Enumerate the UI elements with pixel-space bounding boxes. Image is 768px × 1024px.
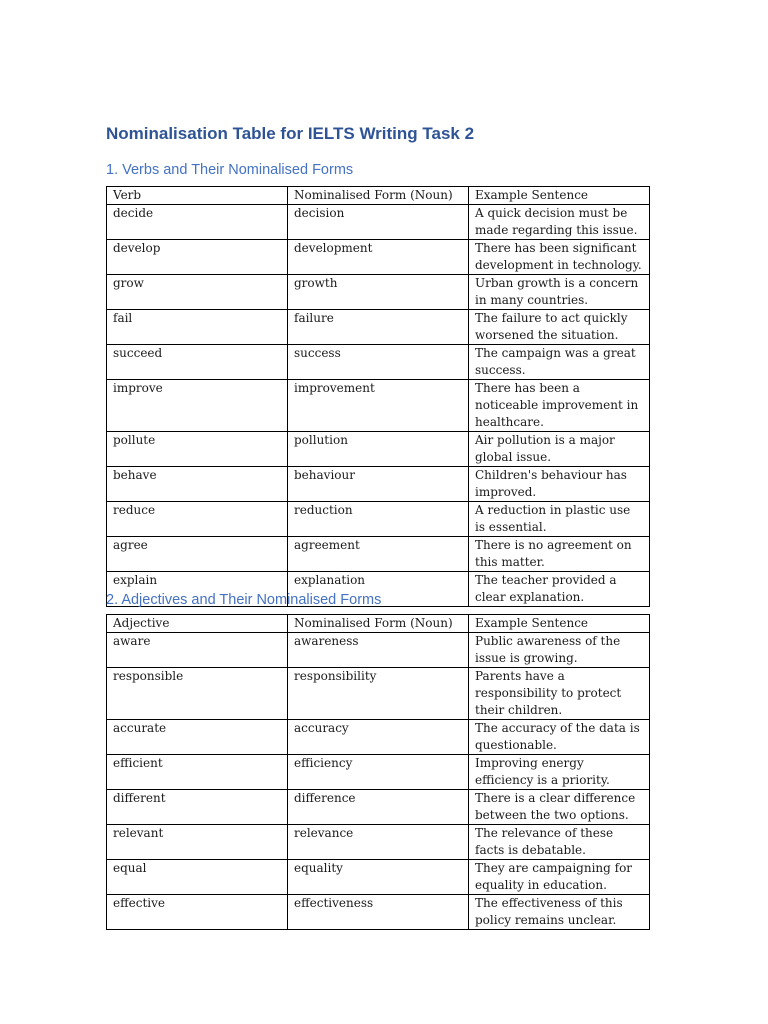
- cell-nominalised-form: explanation: [288, 572, 469, 607]
- cell-word: efficient: [107, 755, 288, 790]
- table-row: [107, 668, 650, 720]
- section-heading-adjectives: 2. Adjectives and Their Nominalised Forms: [106, 592, 382, 608]
- cell-word: develop: [107, 240, 288, 275]
- section-heading-verbs: 1. Verbs and Their Nominalised Forms: [106, 162, 354, 178]
- cell-example-sentence: They are campaigning for equality in education.: [469, 860, 650, 895]
- cell-word: equal: [107, 860, 288, 895]
- table-row: [107, 240, 650, 275]
- cell-word: accurate: [107, 720, 288, 755]
- table-row: [107, 790, 650, 825]
- table-header-row: [107, 615, 650, 633]
- cell-nominalised-form: behaviour: [288, 467, 469, 502]
- verbs-table-body: [107, 205, 650, 607]
- cell-example-sentence: There has been significant development in technology.: [469, 240, 650, 275]
- table-row: [107, 720, 650, 755]
- cell-word: pollute: [107, 432, 288, 467]
- cell-example-sentence: The campaign was a great success.: [469, 345, 650, 380]
- cell-nominalised-form: improvement: [288, 380, 469, 432]
- cell-nominalised-form: growth: [288, 275, 469, 310]
- cell-nominalised-form: decision: [288, 205, 469, 240]
- column-header-verb: Verb: [107, 187, 288, 205]
- cell-nominalised-form: relevance: [288, 825, 469, 860]
- table-row: [107, 310, 650, 345]
- cell-word: responsible: [107, 668, 288, 720]
- cell-word: agree: [107, 537, 288, 572]
- table-row: [107, 755, 650, 790]
- cell-example-sentence: There is a clear difference between the two options.: [469, 790, 650, 825]
- cell-word: different: [107, 790, 288, 825]
- cell-example-sentence: There has been a noticeable improvement in healthcare.: [469, 380, 650, 432]
- cell-example-sentence: There is no agreement on this matter.: [469, 537, 650, 572]
- cell-example-sentence: The teacher provided a clear explanation.: [469, 572, 650, 607]
- cell-nominalised-form: failure: [288, 310, 469, 345]
- table-row: [107, 205, 650, 240]
- document-title: Nominalisation Table for IELTS Writing Task 2: [106, 124, 475, 143]
- cell-word: reduce: [107, 502, 288, 537]
- column-header-example: Example Sentence: [469, 187, 650, 205]
- cell-nominalised-form: agreement: [288, 537, 469, 572]
- cell-word: decide: [107, 205, 288, 240]
- cell-word: effective: [107, 895, 288, 930]
- cell-word: explain: [107, 572, 288, 607]
- table-row: [107, 895, 650, 930]
- table-row: [107, 860, 650, 895]
- cell-nominalised-form: pollution: [288, 432, 469, 467]
- column-header-noun: Nominalised Form (Noun): [288, 187, 469, 205]
- cell-example-sentence: Improving energy efficiency is a priority.: [469, 755, 650, 790]
- table-row: [107, 380, 650, 432]
- cell-example-sentence: The accuracy of the data is questionable.: [469, 720, 650, 755]
- cell-nominalised-form: efficiency: [288, 755, 469, 790]
- cell-nominalised-form: equality: [288, 860, 469, 895]
- cell-nominalised-form: accuracy: [288, 720, 469, 755]
- verbs-table: [106, 186, 650, 607]
- table-row: [107, 275, 650, 310]
- cell-nominalised-form: reduction: [288, 502, 469, 537]
- cell-word: behave: [107, 467, 288, 502]
- table-row: [107, 502, 650, 537]
- cell-nominalised-form: effectiveness: [288, 895, 469, 930]
- table-row: [107, 467, 650, 502]
- cell-example-sentence: Air pollution is a major global issue.: [469, 432, 650, 467]
- cell-nominalised-form: success: [288, 345, 469, 380]
- column-header-adjective: Adjective: [107, 615, 288, 633]
- cell-nominalised-form: awareness: [288, 633, 469, 668]
- cell-nominalised-form: responsibility: [288, 668, 469, 720]
- cell-word: grow: [107, 275, 288, 310]
- column-header-example: Example Sentence: [469, 615, 650, 633]
- cell-example-sentence: Public awareness of the issue is growing.: [469, 633, 650, 668]
- cell-example-sentence: The effectiveness of this policy remains unclear.: [469, 895, 650, 930]
- cell-example-sentence: A reduction in plastic use is essential.: [469, 502, 650, 537]
- cell-word: fail: [107, 310, 288, 345]
- cell-example-sentence: A quick decision must be made regarding this issue.: [469, 205, 650, 240]
- adjectives-table: [106, 614, 650, 930]
- cell-example-sentence: Children's behaviour has improved.: [469, 467, 650, 502]
- cell-nominalised-form: difference: [288, 790, 469, 825]
- table-row: [107, 432, 650, 467]
- table-header-row: [107, 187, 650, 205]
- cell-word: improve: [107, 380, 288, 432]
- table-row: [107, 825, 650, 860]
- adjectives-table-body: [107, 633, 650, 930]
- table-row: [107, 537, 650, 572]
- cell-example-sentence: The failure to act quickly worsened the situation.: [469, 310, 650, 345]
- cell-example-sentence: The relevance of these facts is debatable.: [469, 825, 650, 860]
- cell-word: aware: [107, 633, 288, 668]
- table-row: [107, 345, 650, 380]
- table-row: [107, 633, 650, 668]
- cell-example-sentence: Urban growth is a concern in many countries.: [469, 275, 650, 310]
- cell-word: succeed: [107, 345, 288, 380]
- cell-word: relevant: [107, 825, 288, 860]
- column-header-noun: Nominalised Form (Noun): [288, 615, 469, 633]
- cell-nominalised-form: development: [288, 240, 469, 275]
- cell-example-sentence: Parents have a responsibility to protect their children.: [469, 668, 650, 720]
